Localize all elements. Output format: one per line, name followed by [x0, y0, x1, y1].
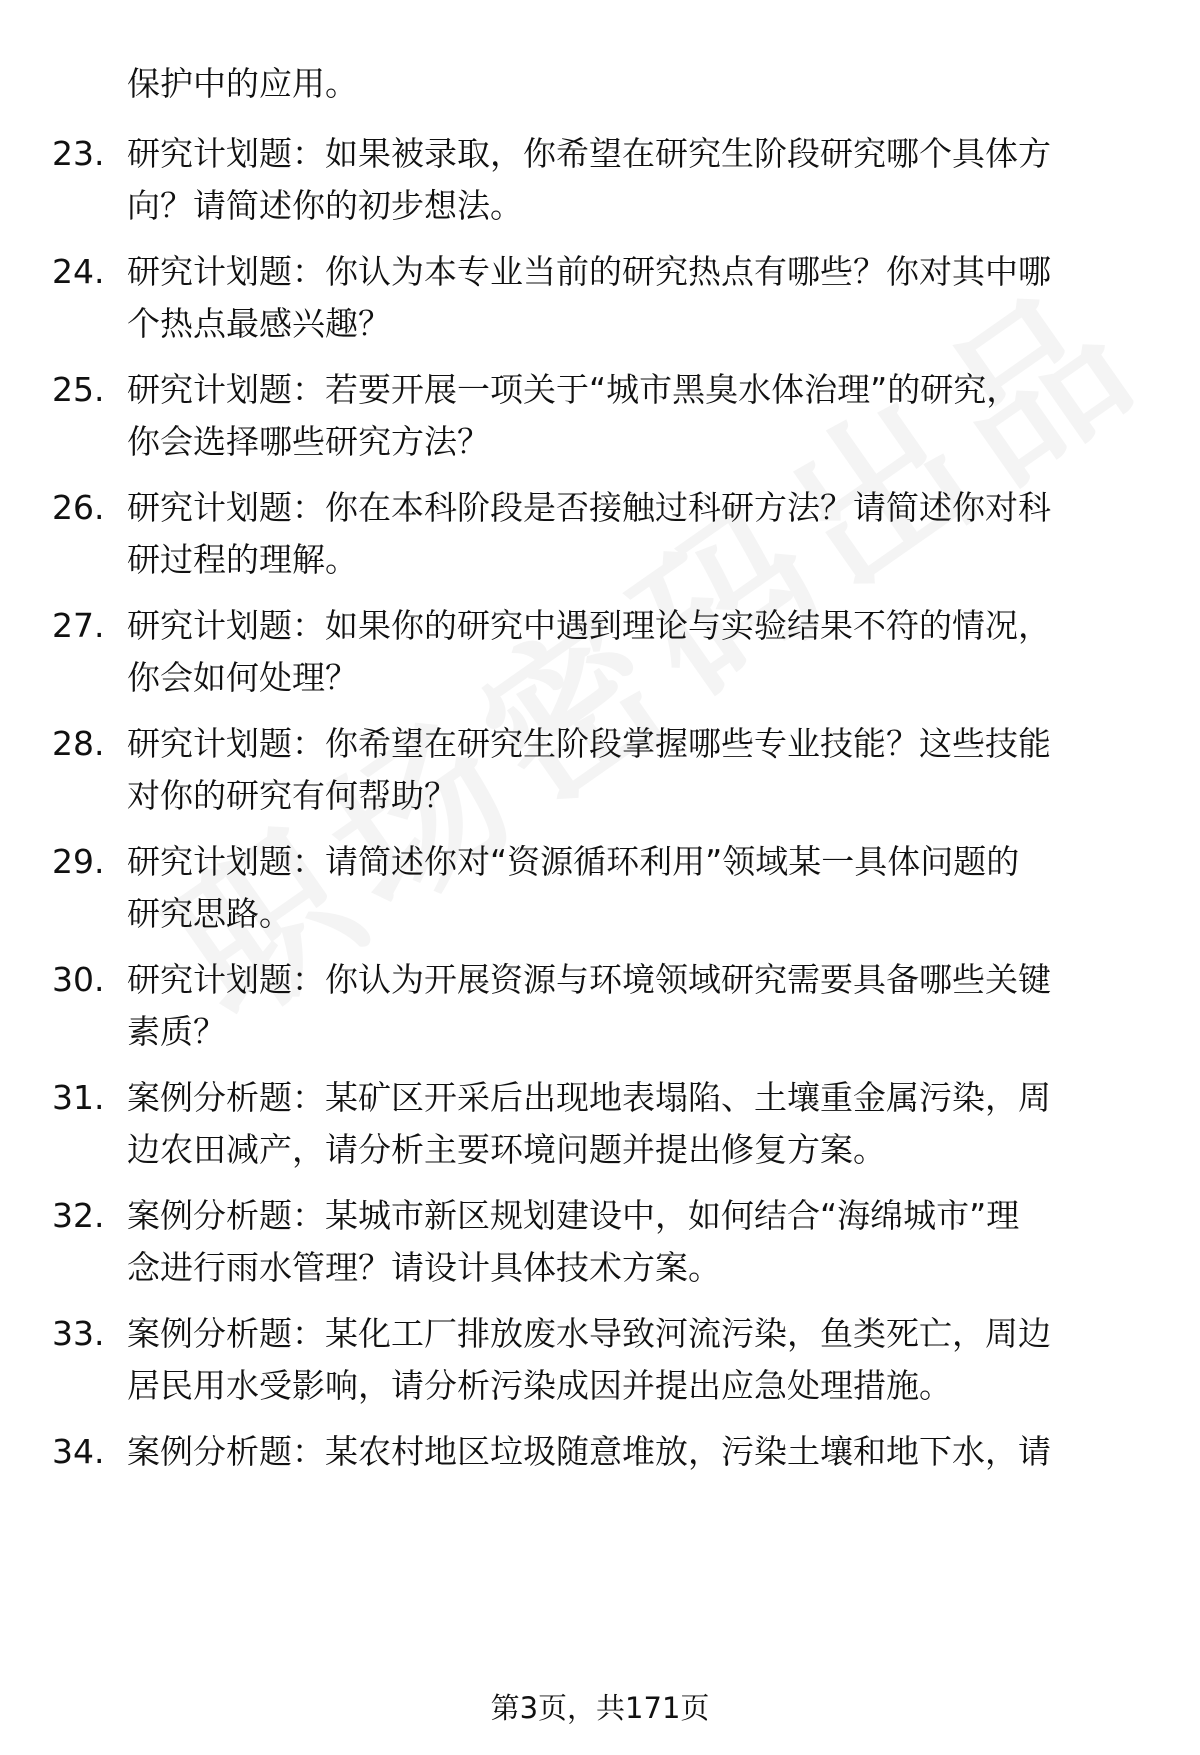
item-number: 30. — [52, 960, 105, 999]
item-text — [127, 246, 1137, 350]
item-line: 对你的研究有何帮助？ — [127, 776, 457, 815]
item-number: 32. — [52, 1196, 105, 1235]
item-line: 案例分析题：某化工厂排放废水导致河流污染，鱼类死亡，周边 — [127, 1314, 1051, 1353]
item-line: 研究计划题：你认为本专业当前的研究热点有哪些？你对其中哪 — [127, 252, 1051, 291]
item-line: 研究计划题：请简述你对“资源循环利用”领域某一具体问题的 — [127, 842, 1020, 881]
item-line: 居民用水受影响，请分析污染成因并提出应急处理措施。 — [127, 1366, 952, 1405]
item-line: 你会如何处理？ — [127, 658, 358, 697]
item-number: 29. — [52, 842, 105, 881]
continuation-text: 保护中的应用。 — [127, 64, 358, 103]
item-number: 24. — [52, 252, 105, 291]
item-number: 34. — [52, 1432, 105, 1471]
item-text — [127, 364, 1137, 468]
item-number: 23. — [52, 134, 105, 173]
item-line: 案例分析题：某城市新区规划建设中，如何结合“海绵城市”理 — [127, 1196, 1020, 1235]
item-line: 案例分析题：某矿区开采后出现地表塌陷、土壤重金属污染，周 — [127, 1078, 1051, 1117]
item-text — [127, 482, 1137, 586]
item-line: 研究计划题：如果被录取，你希望在研究生阶段研究哪个具体方 — [127, 134, 1051, 173]
item-text — [127, 1190, 1137, 1294]
item-text — [127, 128, 1137, 232]
item-line: 念进行雨水管理？请设计具体技术方案。 — [127, 1248, 721, 1287]
item-line: 研究计划题：你在本科阶段是否接触过科研方法？请简述你对科 — [127, 488, 1051, 527]
item-line: 边农田减产，请分析主要环境问题并提出修复方案。 — [127, 1130, 886, 1169]
item-line: 你会选择哪些研究方法？ — [127, 422, 490, 461]
item-line: 研究计划题：你认为开展资源与环境领域研究需要具备哪些关键 — [127, 960, 1051, 999]
item-text — [127, 600, 1137, 704]
item-line: 素质？ — [127, 1012, 226, 1051]
item-line: 研究计划题：你希望在研究生阶段掌握哪些专业技能？这些技能 — [127, 724, 1051, 763]
item-line: 研究思路。 — [127, 894, 292, 933]
page-footer: 第3页，共171页 — [490, 1691, 710, 1725]
item-number: 26. — [52, 488, 105, 527]
item-line: 研过程的理解。 — [127, 540, 358, 579]
item-line: 向？请简述你的初步想法。 — [127, 186, 523, 225]
item-number: 31. — [52, 1078, 105, 1117]
item-number: 28. — [52, 724, 105, 763]
item-line: 个热点最感兴趣？ — [127, 304, 391, 343]
item-line: 研究计划题：如果你的研究中遇到理论与实验结果不符的情况， — [127, 606, 1051, 645]
item-line: 案例分析题：某农村地区垃圾随意堆放，污染土壤和地下水，请 — [127, 1432, 1051, 1471]
item-number: 33. — [52, 1314, 105, 1353]
item-text — [127, 836, 1137, 940]
item-number: 25. — [52, 370, 105, 409]
item-number: 27. — [52, 606, 105, 645]
item-text — [127, 1072, 1137, 1176]
item-text — [127, 954, 1137, 1058]
item-text — [127, 1308, 1137, 1412]
item-text — [127, 1426, 1137, 1478]
item-text — [127, 718, 1137, 822]
item-line: 研究计划题：若要开展一项关于“城市黑臭水体治理”的研究， — [127, 370, 1020, 409]
